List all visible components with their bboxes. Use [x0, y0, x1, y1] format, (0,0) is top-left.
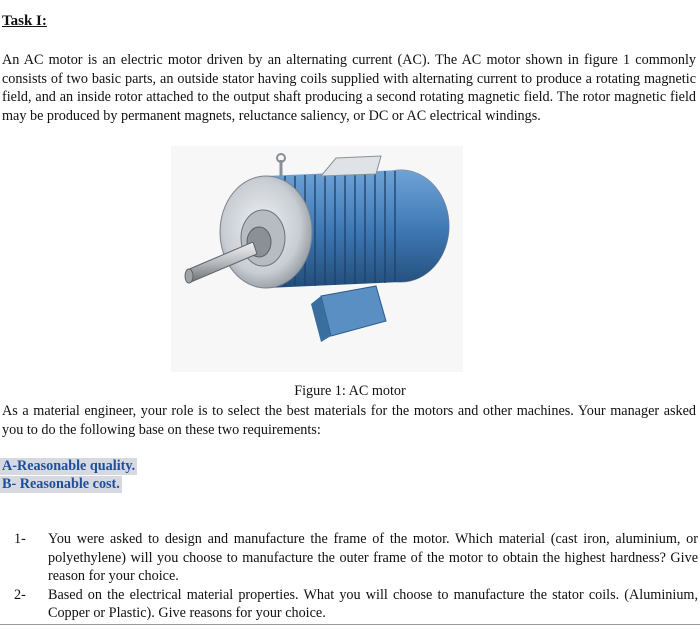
role-paragraph: As a material engineer, your role is to select the best materials for the motors and other machines. Your manager asked you to do the following base on these two requirements:	[2, 403, 696, 438]
requirement-a: A-Reasonable quality.	[2, 458, 136, 474]
question-number: 1-	[14, 531, 26, 547]
list-item	[14, 530, 698, 586]
questions-list	[14, 530, 698, 623]
page-divider	[0, 624, 700, 625]
requirement-b: B- Reasonable cost.	[2, 476, 120, 492]
figure-caption: Figure 1: AC motor	[294, 383, 406, 399]
list-item	[14, 586, 698, 623]
task-title: Task I:	[2, 13, 47, 29]
figure-image	[171, 146, 463, 372]
ac-motor-illustration	[171, 146, 463, 372]
intro-paragraph: An AC motor is an electric motor driven by an alternating current (AC). The AC motor shown in figure 1 commonly consists of two basic parts, an outside stator having coils supplied with alternating current to produce a rotating magnetic field, and an inside rotor attached to the output shaft producing a second rotating magnetic field. The rotor magnetic field may be produced by permanent magnets, reluctance saliency, or DC or AC electrical windings.	[2, 52, 696, 124]
question-number: 2-	[14, 586, 26, 603]
question-text: Based on the electrical material properties. What you will choose to manufacture the stator coils. (Aluminium, Copper or Plastic). Give reasons for your choice.	[48, 586, 698, 622]
question-text: You were asked to design and manufacture the frame of the motor. Which material (cast iron, aluminium, or polyethylene) will you choose to manufacture the outer frame of the motor to obtain the highest hardness? Give reason for your choice.	[48, 531, 698, 585]
